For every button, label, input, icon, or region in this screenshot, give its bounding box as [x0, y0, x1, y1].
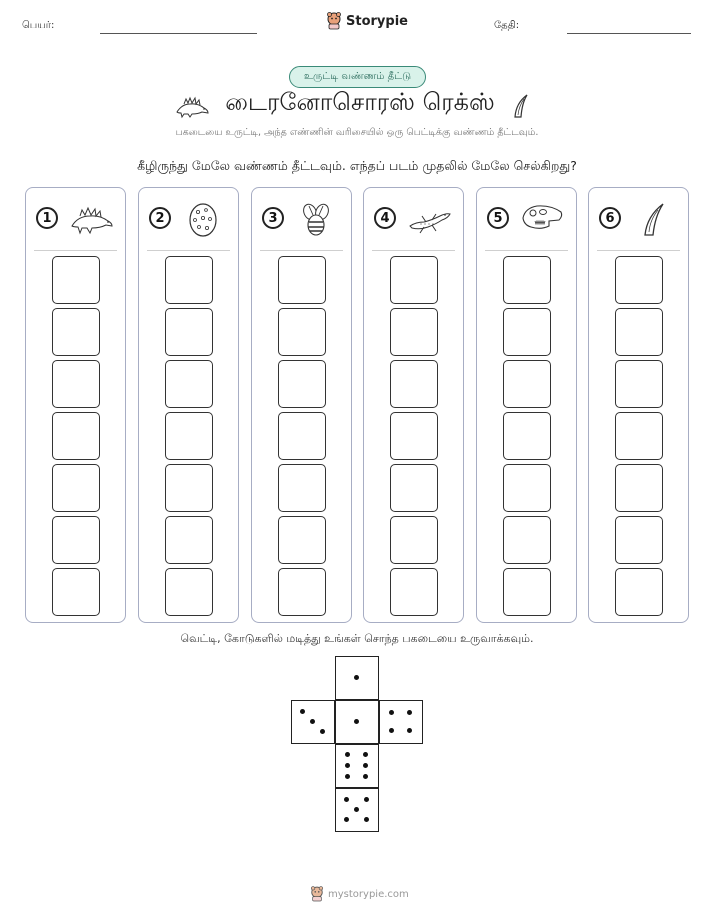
dice-face-3: [291, 700, 335, 744]
dice-face-5: [335, 788, 379, 832]
color-box[interactable]: [278, 568, 326, 616]
color-box[interactable]: [52, 568, 100, 616]
color-box[interactable]: [615, 308, 663, 356]
lizard-icon: [406, 200, 452, 238]
column-number: 4: [374, 207, 396, 229]
color-box[interactable]: [278, 412, 326, 460]
color-box[interactable]: [390, 568, 438, 616]
date-label: தேதி:: [494, 20, 520, 31]
color-box[interactable]: [390, 360, 438, 408]
claw-icon: [512, 93, 530, 119]
color-box[interactable]: [52, 308, 100, 356]
color-box[interactable]: [52, 464, 100, 512]
color-box[interactable]: [615, 516, 663, 564]
color-box[interactable]: [165, 464, 213, 512]
footer-url[interactable]: mystorypie.com: [328, 888, 409, 900]
column-divider: [34, 250, 117, 251]
column-number: 5: [487, 207, 509, 229]
bee-icon: [294, 200, 340, 238]
color-box[interactable]: [503, 516, 551, 564]
color-box[interactable]: [390, 412, 438, 460]
color-box[interactable]: [52, 360, 100, 408]
dinosaur-egg-icon: [181, 200, 227, 238]
color-box[interactable]: [503, 464, 551, 512]
column-6: [588, 187, 689, 623]
color-box[interactable]: [165, 516, 213, 564]
instructions-text: பகடையை உருட்டி, அந்த எண்ணின் வரிசையில் ஒரு பெட்டிக்கு வண்ணம் தீட்டவும்.: [175, 127, 539, 138]
column-2: [138, 187, 239, 623]
color-box[interactable]: [503, 568, 551, 616]
claw-icon: [631, 200, 677, 238]
column-number: 2: [149, 207, 171, 229]
cut-instruction: வெட்டி, கோடுகளில் மடித்து உங்கள் சொந்த பகடையை உருவாக்கவும்.: [180, 632, 534, 645]
dice-face-6: [335, 744, 379, 788]
color-box[interactable]: [278, 516, 326, 564]
color-box[interactable]: [278, 464, 326, 512]
question-text: கீழிருந்து மேலே வண்ணம் தீட்டவும். எந்தப் படம் முதலில் மேலே செல்கிறது?: [137, 158, 577, 173]
column-4: [363, 187, 464, 623]
color-box[interactable]: [503, 256, 551, 304]
column-divider: [147, 250, 230, 251]
color-box[interactable]: [503, 360, 551, 408]
color-box[interactable]: [390, 308, 438, 356]
column-divider: [485, 250, 568, 251]
storypie-mascot-icon: [310, 886, 324, 902]
color-box[interactable]: [52, 256, 100, 304]
column-number: 6: [599, 207, 621, 229]
color-box[interactable]: [615, 568, 663, 616]
name-label: பெயர்:: [22, 20, 55, 31]
color-box[interactable]: [615, 256, 663, 304]
column-1: [25, 187, 126, 623]
page-title: டைரனோசொரஸ் ரெக்ஸ்: [225, 88, 495, 116]
color-box[interactable]: [165, 412, 213, 460]
column-number: 3: [262, 207, 284, 229]
brand-logo: [326, 12, 408, 30]
dice-net: [290, 656, 424, 836]
column-divider: [372, 250, 455, 251]
color-box[interactable]: [615, 360, 663, 408]
color-box[interactable]: [390, 464, 438, 512]
color-box[interactable]: [278, 360, 326, 408]
color-box[interactable]: [165, 568, 213, 616]
column-5: [476, 187, 577, 623]
date-line[interactable]: [567, 33, 691, 34]
dice-face-1: [335, 700, 379, 744]
color-box[interactable]: [278, 256, 326, 304]
column-divider: [597, 250, 680, 251]
footer: [310, 886, 409, 902]
stegosaurus-icon: [68, 200, 114, 238]
t-rex-skull-icon: [519, 200, 565, 238]
color-box[interactable]: [503, 308, 551, 356]
brand-name: Storypie: [346, 13, 408, 29]
color-box[interactable]: [165, 256, 213, 304]
column-3: [251, 187, 352, 623]
color-box[interactable]: [165, 360, 213, 408]
color-box[interactable]: [278, 308, 326, 356]
stegosaurus-icon: [174, 95, 210, 119]
color-box[interactable]: [390, 516, 438, 564]
column-divider: [260, 250, 343, 251]
color-box[interactable]: [503, 412, 551, 460]
name-line[interactable]: [100, 33, 257, 34]
storypie-mascot-icon: [326, 12, 342, 30]
dice-face-4: [379, 700, 423, 744]
color-box[interactable]: [615, 464, 663, 512]
activity-badge: உருட்டி வண்ணம் தீட்டு: [289, 66, 426, 88]
color-box[interactable]: [390, 256, 438, 304]
color-box[interactable]: [52, 412, 100, 460]
color-box[interactable]: [165, 308, 213, 356]
dice-face-1: [335, 656, 379, 700]
column-number: 1: [36, 207, 58, 229]
color-box[interactable]: [52, 516, 100, 564]
color-box[interactable]: [615, 412, 663, 460]
